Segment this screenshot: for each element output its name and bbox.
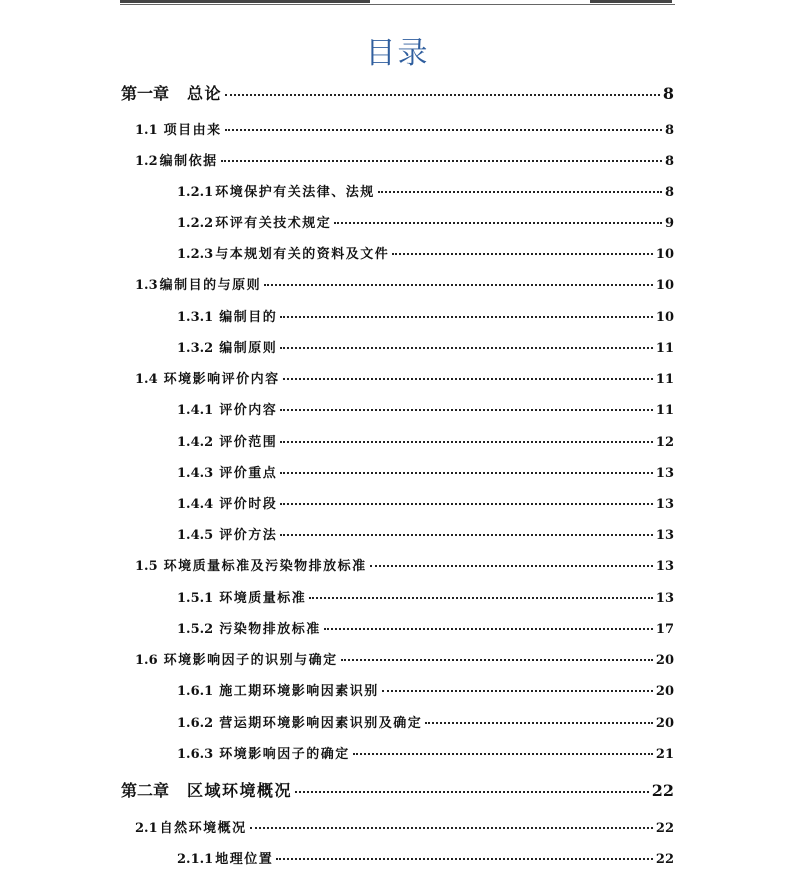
toc-leader-dots bbox=[334, 221, 662, 224]
toc-entry-number: 1.2.3 bbox=[177, 246, 214, 262]
toc-entry-text: 环境影响因子的识别与确定 bbox=[163, 652, 338, 668]
toc-entry-label bbox=[177, 618, 321, 637]
toc-entry-text: 环评有关技术规定 bbox=[215, 215, 332, 231]
toc-leader-dots bbox=[221, 159, 662, 162]
toc-leader-dots bbox=[264, 283, 653, 286]
toc-leader-dots bbox=[425, 721, 653, 724]
toc-entry[interactable] bbox=[177, 306, 674, 325]
toc-entry-text: 环境影响评价内容 bbox=[163, 371, 280, 387]
toc-entry-label bbox=[177, 743, 350, 762]
toc-entry[interactable] bbox=[135, 817, 674, 836]
toc-entry-number: 1.6.3 bbox=[177, 746, 214, 762]
toc-page-number: 11 bbox=[655, 340, 674, 356]
toc-entry-number: 2.1.1 bbox=[177, 851, 214, 867]
toc-leader-dots bbox=[280, 533, 653, 536]
toc-entry[interactable] bbox=[135, 368, 674, 387]
toc-page-number: 21 bbox=[655, 746, 674, 762]
toc-entry-label bbox=[121, 778, 292, 801]
toc-entry[interactable] bbox=[177, 848, 674, 867]
toc-entry[interactable] bbox=[177, 399, 674, 418]
toc-page-number: 13 bbox=[655, 527, 674, 543]
toc-entry-number: 1.5 bbox=[135, 558, 158, 574]
toc-entry-label bbox=[177, 181, 375, 200]
toc-entry-label bbox=[177, 462, 277, 481]
toc-entry-label bbox=[177, 431, 277, 450]
toc-page-number: 22 bbox=[655, 851, 674, 867]
toc-leader-dots bbox=[324, 627, 653, 630]
toc-entry[interactable] bbox=[177, 337, 674, 356]
toc-entry-number: 1.2.1 bbox=[177, 184, 214, 200]
toc-entry-number: 第一章 bbox=[121, 84, 170, 103]
toc-entry-label bbox=[135, 368, 280, 387]
toc-entry[interactable] bbox=[135, 119, 674, 138]
toc-page-number: 8 bbox=[664, 122, 674, 138]
toc-leader-dots bbox=[280, 408, 653, 411]
toc-chapter-entry[interactable] bbox=[121, 81, 674, 104]
toc-entry-number: 2.1 bbox=[135, 820, 158, 836]
toc-entry[interactable] bbox=[177, 431, 674, 450]
toc-entry[interactable] bbox=[177, 618, 674, 637]
toc-entry-text: 评价范围 bbox=[219, 434, 278, 450]
toc-page-number: 10 bbox=[655, 246, 674, 262]
toc-entry-label bbox=[177, 243, 389, 262]
toc-entry[interactable] bbox=[135, 555, 674, 574]
toc-entry[interactable] bbox=[135, 274, 674, 293]
toc-leader-dots bbox=[295, 790, 649, 793]
toc-entry-number: 1.2.2 bbox=[177, 215, 214, 231]
toc-entry[interactable] bbox=[177, 212, 674, 231]
toc-page-number: 13 bbox=[655, 465, 674, 481]
toc-entry-text: 评价内容 bbox=[219, 402, 278, 418]
toc-leader-dots bbox=[341, 658, 653, 661]
toc-page-number: 20 bbox=[655, 652, 674, 668]
page-title: 目录 bbox=[365, 36, 430, 71]
toc-entry-number: 1.4.4 bbox=[177, 496, 214, 512]
toc-entry[interactable] bbox=[135, 150, 674, 169]
toc-entry[interactable] bbox=[177, 243, 674, 262]
toc-leader-dots bbox=[280, 315, 653, 318]
toc-leader-dots bbox=[283, 377, 653, 380]
toc-entry-text: 编制原则 bbox=[219, 340, 278, 356]
toc-leader-dots bbox=[378, 190, 662, 193]
toc-page-number: 9 bbox=[664, 215, 674, 231]
toc-entry[interactable] bbox=[177, 181, 674, 200]
toc-entry-number: 1.4.2 bbox=[177, 434, 214, 450]
toc-page-number: 10 bbox=[655, 309, 674, 325]
toc-leader-dots bbox=[392, 252, 653, 255]
toc-entry-label bbox=[177, 848, 273, 867]
toc-entry[interactable] bbox=[177, 524, 674, 543]
toc-entry[interactable] bbox=[177, 462, 674, 481]
toc-entry-number: 1.3.2 bbox=[177, 340, 214, 356]
toc-entry-number: 1.4 bbox=[135, 371, 158, 387]
toc-leader-dots bbox=[280, 440, 653, 443]
toc-page-number: 13 bbox=[655, 590, 674, 606]
toc-entry[interactable] bbox=[177, 493, 674, 512]
toc-entry-label bbox=[121, 81, 222, 104]
toc-leader-dots bbox=[276, 857, 653, 860]
toc-leader-dots bbox=[353, 752, 653, 755]
toc-entry-text: 编制目的与原则 bbox=[159, 277, 262, 293]
toc-entry-label bbox=[135, 555, 367, 574]
toc-entry-number: 1.6 bbox=[135, 652, 158, 668]
toc-entry-label bbox=[135, 817, 247, 836]
toc-entry-number: 1.3.1 bbox=[177, 309, 214, 325]
toc-entry-text: 编制目的 bbox=[219, 309, 278, 325]
toc-page-number: 22 bbox=[651, 781, 674, 800]
toc-entry-label bbox=[177, 493, 277, 512]
toc-entry-label bbox=[135, 274, 261, 293]
toc-entry[interactable] bbox=[177, 743, 674, 762]
toc-entry-text: 总论 bbox=[187, 84, 223, 103]
toc-leader-dots bbox=[250, 826, 653, 829]
toc-entry-number: 1.1 bbox=[135, 122, 158, 138]
toc-entry-text: 污染物排放标准 bbox=[219, 621, 321, 637]
toc-leader-dots bbox=[280, 502, 653, 505]
toc-entry-number: 1.4.3 bbox=[177, 465, 214, 481]
toc-entry-text: 环境质量标准及污染物排放标准 bbox=[163, 558, 367, 574]
toc-entry-text: 自然环境概况 bbox=[159, 820, 247, 836]
toc-entry-text: 环境影响因子的确定 bbox=[219, 746, 350, 762]
toc-entry[interactable] bbox=[177, 680, 674, 699]
toc-page-number: 17 bbox=[655, 621, 674, 637]
toc-page-number: 20 bbox=[655, 715, 674, 731]
toc-entry-number: 1.5.2 bbox=[177, 621, 214, 637]
toc-page-number: 20 bbox=[655, 683, 674, 699]
toc-entry-label bbox=[177, 712, 422, 731]
toc-entry-text: 评价时段 bbox=[219, 496, 278, 512]
toc-leader-dots bbox=[382, 689, 653, 692]
toc-entry-text: 评价方法 bbox=[219, 527, 278, 543]
toc-entry-text: 项目由来 bbox=[163, 122, 222, 138]
toc-entry[interactable] bbox=[177, 587, 674, 606]
toc-entry-label bbox=[177, 680, 379, 699]
toc-entry-text: 环境保护有关法律、法规 bbox=[215, 184, 375, 200]
toc-entry-number: 1.4.1 bbox=[177, 402, 214, 418]
toc-entry[interactable] bbox=[177, 712, 674, 731]
toc-leader-dots bbox=[280, 346, 653, 349]
toc-entry-text: 与本规划有关的资料及文件 bbox=[215, 246, 390, 262]
toc-entry-text: 环境质量标准 bbox=[219, 590, 307, 606]
toc-page-number: 12 bbox=[655, 434, 674, 450]
toc-leader-dots bbox=[280, 471, 653, 474]
toc-page-number: 11 bbox=[655, 402, 674, 418]
toc-entry-label bbox=[135, 150, 218, 169]
toc-entry-text: 施工期环境影响因素识别 bbox=[219, 683, 379, 699]
toc-entry-label bbox=[135, 119, 222, 138]
toc-entry-label bbox=[177, 587, 306, 606]
toc-entry-text: 营运期环境影响因素识别及确定 bbox=[219, 715, 423, 731]
toc-entry-label bbox=[177, 212, 331, 231]
toc-entry-text: 区域环境概况 bbox=[187, 781, 293, 800]
toc-entry-label bbox=[177, 306, 277, 325]
toc-leader-dots bbox=[309, 596, 653, 599]
toc-page-number: 13 bbox=[655, 496, 674, 512]
toc-chapter-entry[interactable] bbox=[121, 778, 674, 801]
toc-entry-number: 1.5.1 bbox=[177, 590, 214, 606]
toc-page-number: 8 bbox=[662, 84, 674, 103]
toc-entry-text: 地理位置 bbox=[215, 851, 274, 867]
toc-page-number: 8 bbox=[664, 184, 674, 200]
toc-page-number: 13 bbox=[655, 558, 674, 574]
toc-entry-label bbox=[177, 337, 277, 356]
toc-leader-dots bbox=[370, 564, 653, 567]
toc-entry-number: 1.4.5 bbox=[177, 527, 214, 543]
toc-page-number: 10 bbox=[655, 277, 674, 293]
toc-entry-number: 1.6.1 bbox=[177, 683, 214, 699]
toc-entry[interactable] bbox=[135, 649, 674, 668]
toc-page-number: 11 bbox=[655, 371, 674, 387]
toc-entry-number: 1.2 bbox=[135, 153, 158, 169]
toc-entry-number: 1.6.2 bbox=[177, 715, 214, 731]
toc-entry-label bbox=[177, 399, 277, 418]
toc-entry-label bbox=[177, 524, 277, 543]
toc-leader-dots bbox=[225, 93, 660, 96]
toc-page-number: 8 bbox=[664, 153, 674, 169]
toc-entry-text: 编制依据 bbox=[159, 153, 218, 169]
toc-entry-label bbox=[135, 649, 338, 668]
toc-entry-number: 1.3 bbox=[135, 277, 158, 293]
toc-entry-text: 评价重点 bbox=[219, 465, 278, 481]
toc-leader-dots bbox=[225, 128, 662, 131]
toc-page-number: 22 bbox=[655, 820, 674, 836]
toc-entry-number: 第二章 bbox=[121, 781, 170, 800]
